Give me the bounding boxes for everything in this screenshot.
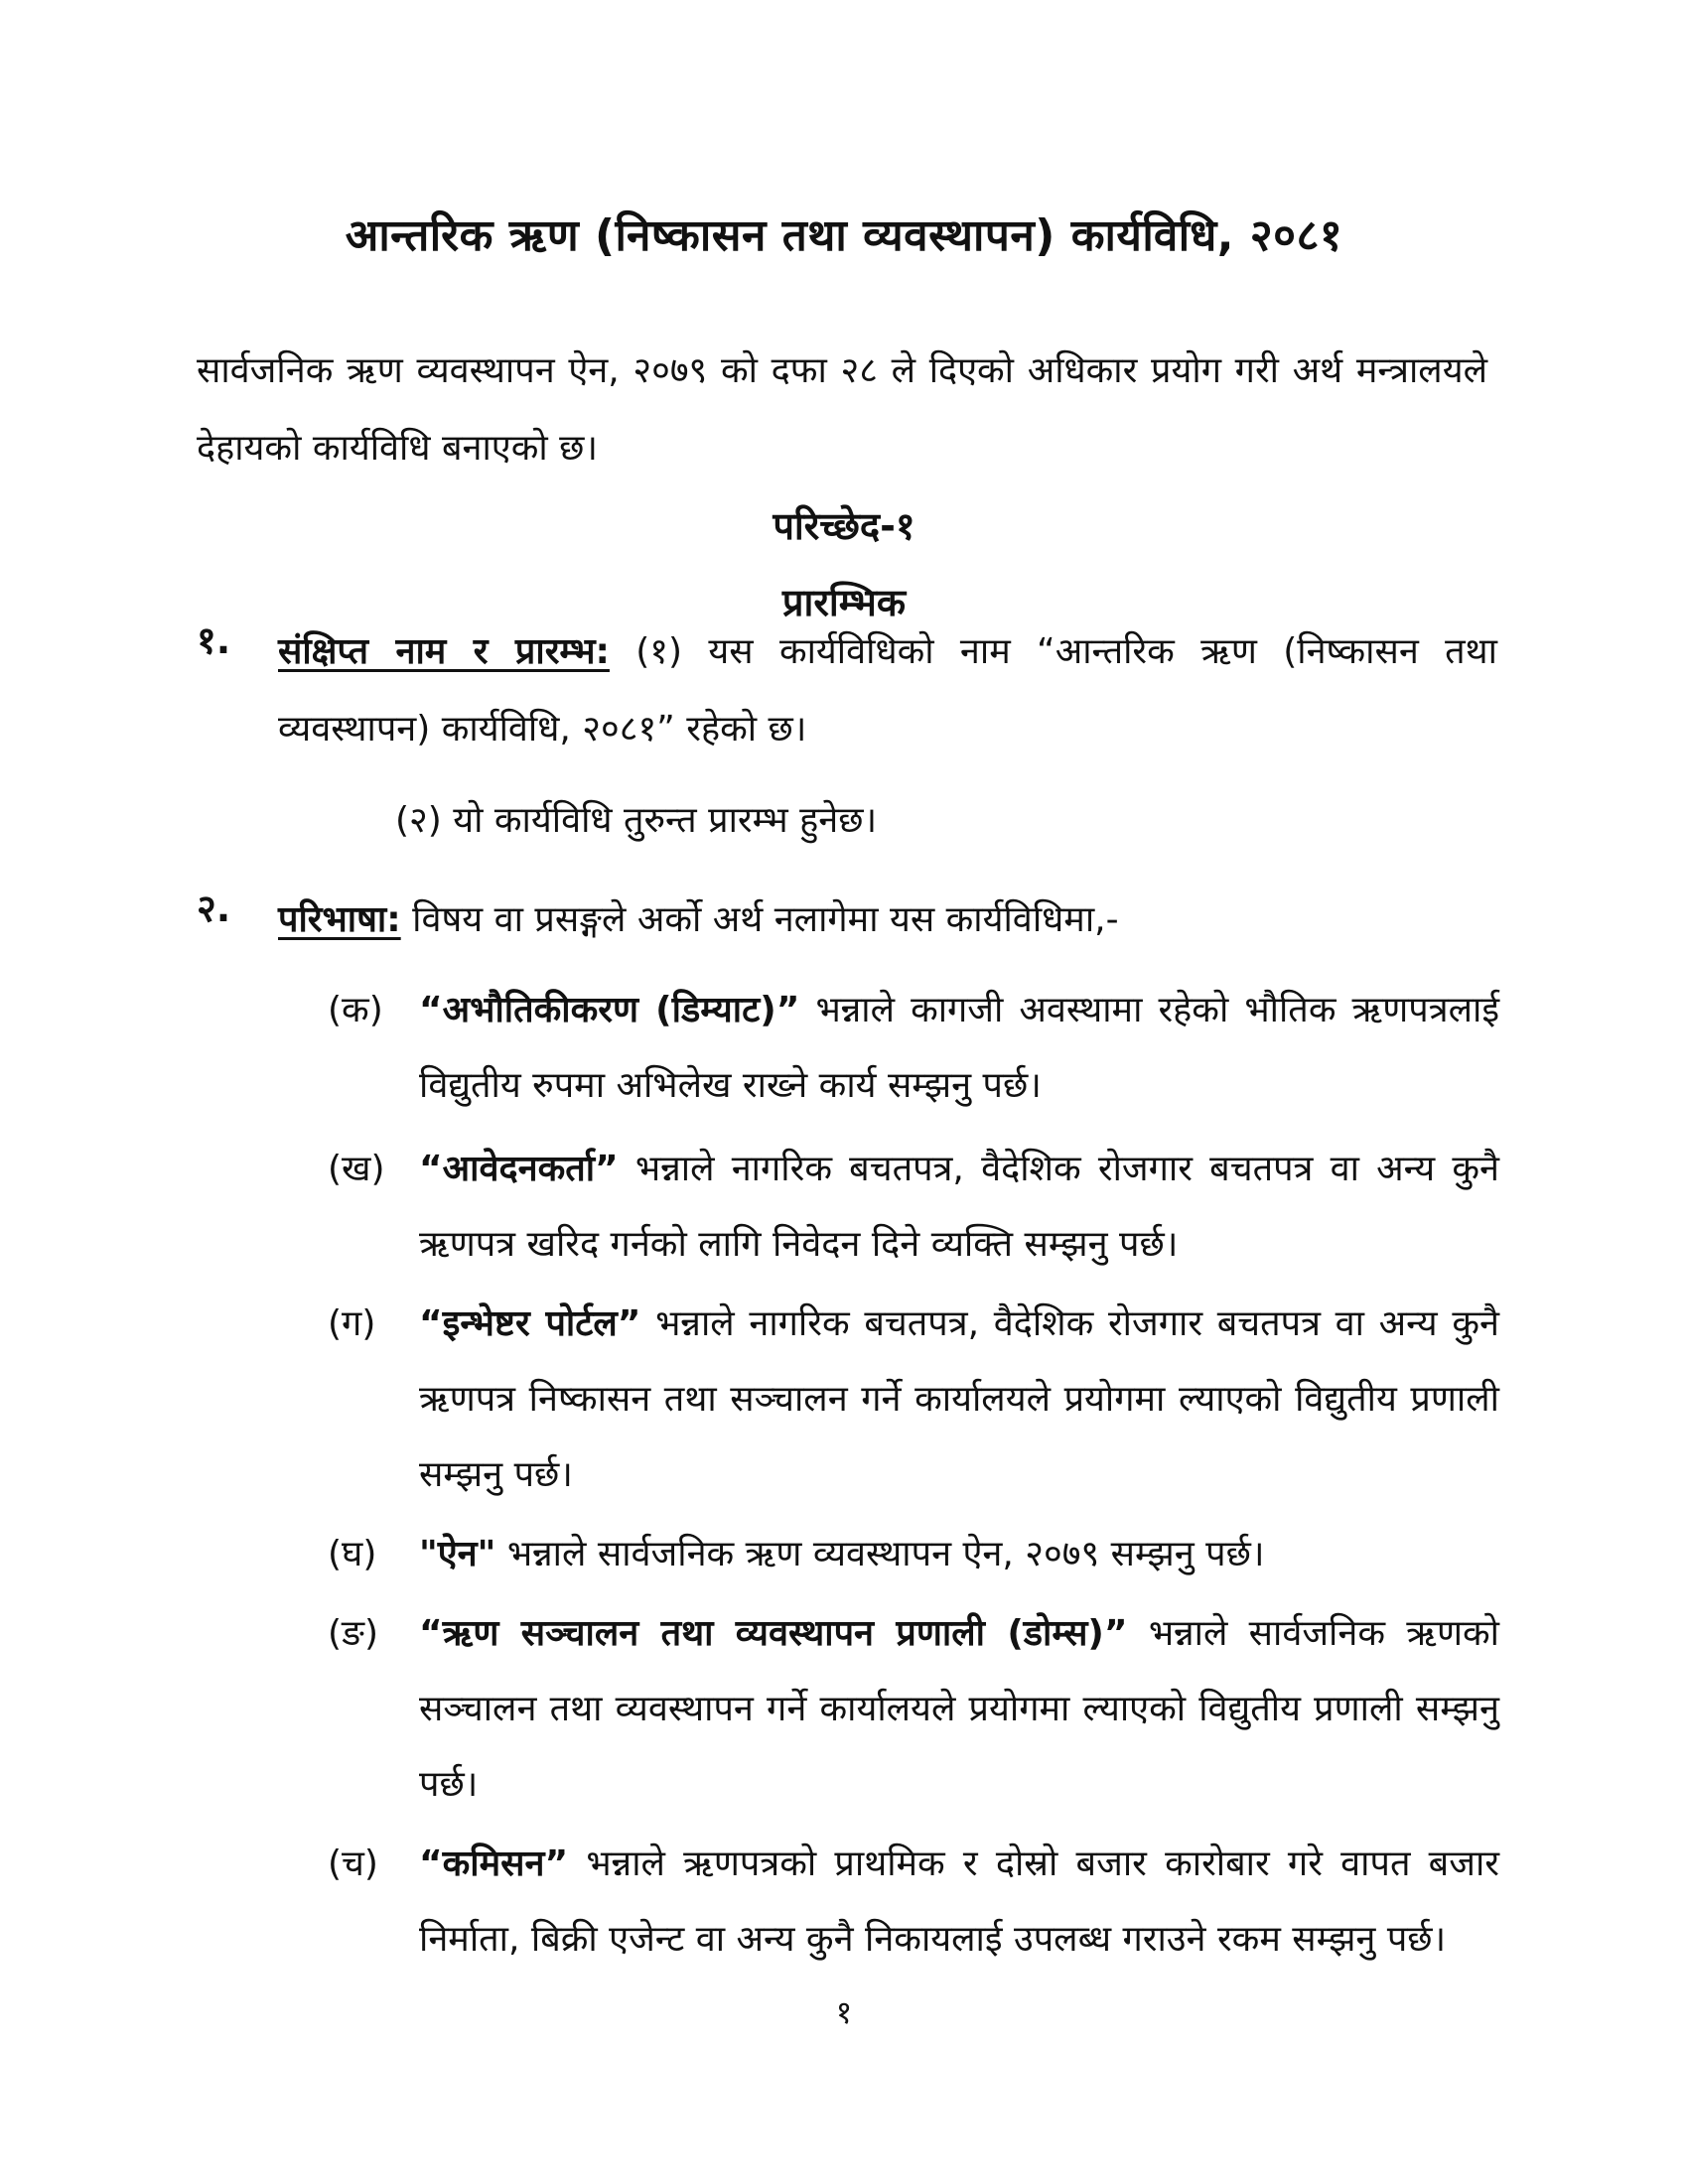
document-title: आन्तरिक ऋण (निष्कासन तथा व्यवस्थापन) कार्यविधि, २०८१ <box>345 210 1343 261</box>
definition-item <box>328 1827 1499 1978</box>
section-number: १. <box>197 618 231 662</box>
definition-term: “कमिसन” <box>419 1843 569 1884</box>
chapter-name: प्रारम्भिक <box>781 581 907 624</box>
definition-item <box>328 973 1499 1124</box>
section-1 <box>197 614 1497 768</box>
definition-label: (क) <box>328 990 383 1030</box>
sub-clause-2: (२) यो कार्यविधि तुरुन्त प्रारम्भ हुनेछ। <box>395 800 878 841</box>
definitions-list <box>328 973 1499 1978</box>
definition-text <box>419 1596 1499 1823</box>
definition-term: “अभौतिकीकरण (डिम्याट)” <box>419 990 800 1030</box>
definition-label: (घ) <box>328 1534 377 1574</box>
preamble: सार्वजनिक ऋण व्यवस्थापन ऐन, २०७९ को दफा २८ ले दिएको अधिकार प्रयोग गरी अर्थ मन्त्रालयले देहायको कार्यविधि बनाएको छ। <box>197 350 1487 469</box>
definition-body: भन्नाले कागजी अवस्थामा रहेको भौतिक ऋणपत्रलाई विद्युतीय रुपमा अभिलेख राख्ने कार्य सम्झनु पर्छ। <box>419 990 1499 1106</box>
definition-label: (ङ) <box>328 1613 379 1654</box>
definition-label: (ग) <box>328 1303 376 1344</box>
section-2 <box>197 882 1497 959</box>
definition-item <box>328 1132 1499 1283</box>
definition-label: (ख) <box>328 1149 385 1189</box>
definition-text <box>419 1517 1499 1592</box>
section-body <box>278 614 1497 768</box>
definition-term: “ऋण सञ्चालन तथा व्यवस्थापन प्रणाली (डोम्स)” <box>419 1613 1128 1654</box>
section-number: २. <box>197 887 231 930</box>
definition-item <box>328 1287 1499 1513</box>
definition-item <box>328 1517 1499 1592</box>
definition-text <box>419 1827 1499 1978</box>
definition-text <box>419 1287 1499 1513</box>
section-text: (१) यस कार्यविधिको नाम “आन्तरिक ऋण (निष्कासन तथा व्यवस्थापन) कार्यविधि, २०८१” रहेको छ। <box>278 631 1497 750</box>
section-text: विषय वा प्रसङ्गले अर्को अर्थ नलागेमा यस कार्यविधिमा,- <box>400 899 1119 940</box>
definition-text <box>419 1132 1499 1283</box>
definition-body: भन्नाले नागरिक बचतपत्र, वैदेशिक रोजगार बचतपत्र वा अन्य कुनै ऋणपत्र खरिद गर्नको लागि निवेदन दिने व्यक्ति सम्झनु पर्छ। <box>419 1149 1499 1265</box>
definition-body: भन्नाले ऋणपत्रको प्राथमिक र दोस्रो बजार कारोबार गरे वापत बजार निर्माता, बिक्री एजेन्ट वा अन्य कुनै निकायलाई उपलब्ध गराउने रकम सम्झनु पर्छ। <box>419 1843 1499 1960</box>
definition-body: भन्नाले सार्वजनिक ऋण व्यवस्थापन ऐन, २०७९ सम्झनु पर्छ। <box>495 1534 1265 1574</box>
chapter-number: परिच्छेद-१ <box>773 504 915 548</box>
section-body <box>278 882 1497 959</box>
definition-item <box>328 1596 1499 1823</box>
page-number: १ <box>835 1993 853 2031</box>
section-heading: परिभाषा: <box>278 899 401 940</box>
definition-body: भन्नाले सार्वजनिक ऋणको सञ्चालन तथा व्यवस्थापन गर्ने कार्यालयले प्रयोगमा ल्याएको विद्युतीय प्रणाली सम्झनु पर्छ। <box>419 1613 1499 1805</box>
definition-label: (च) <box>328 1843 378 1884</box>
definition-term: “इन्भेष्टर पोर्टल” <box>419 1303 641 1344</box>
section-heading: संक्षिप्त नाम र प्रारम्भ: <box>278 631 610 672</box>
definition-body: भन्नाले नागरिक बचतपत्र, वैदेशिक रोजगार बचतपत्र वा अन्य कुनै ऋणपत्र निष्कासन तथा सञ्चालन गर्ने कार्यालयले प्रयोगमा ल्याएको विद्युतीय प्रणाली सम्झनु पर्छ। <box>419 1303 1499 1495</box>
definition-term: “आवेदनकर्ता” <box>419 1149 619 1189</box>
definition-text <box>419 973 1499 1124</box>
definition-term: "ऐन" <box>419 1534 496 1574</box>
